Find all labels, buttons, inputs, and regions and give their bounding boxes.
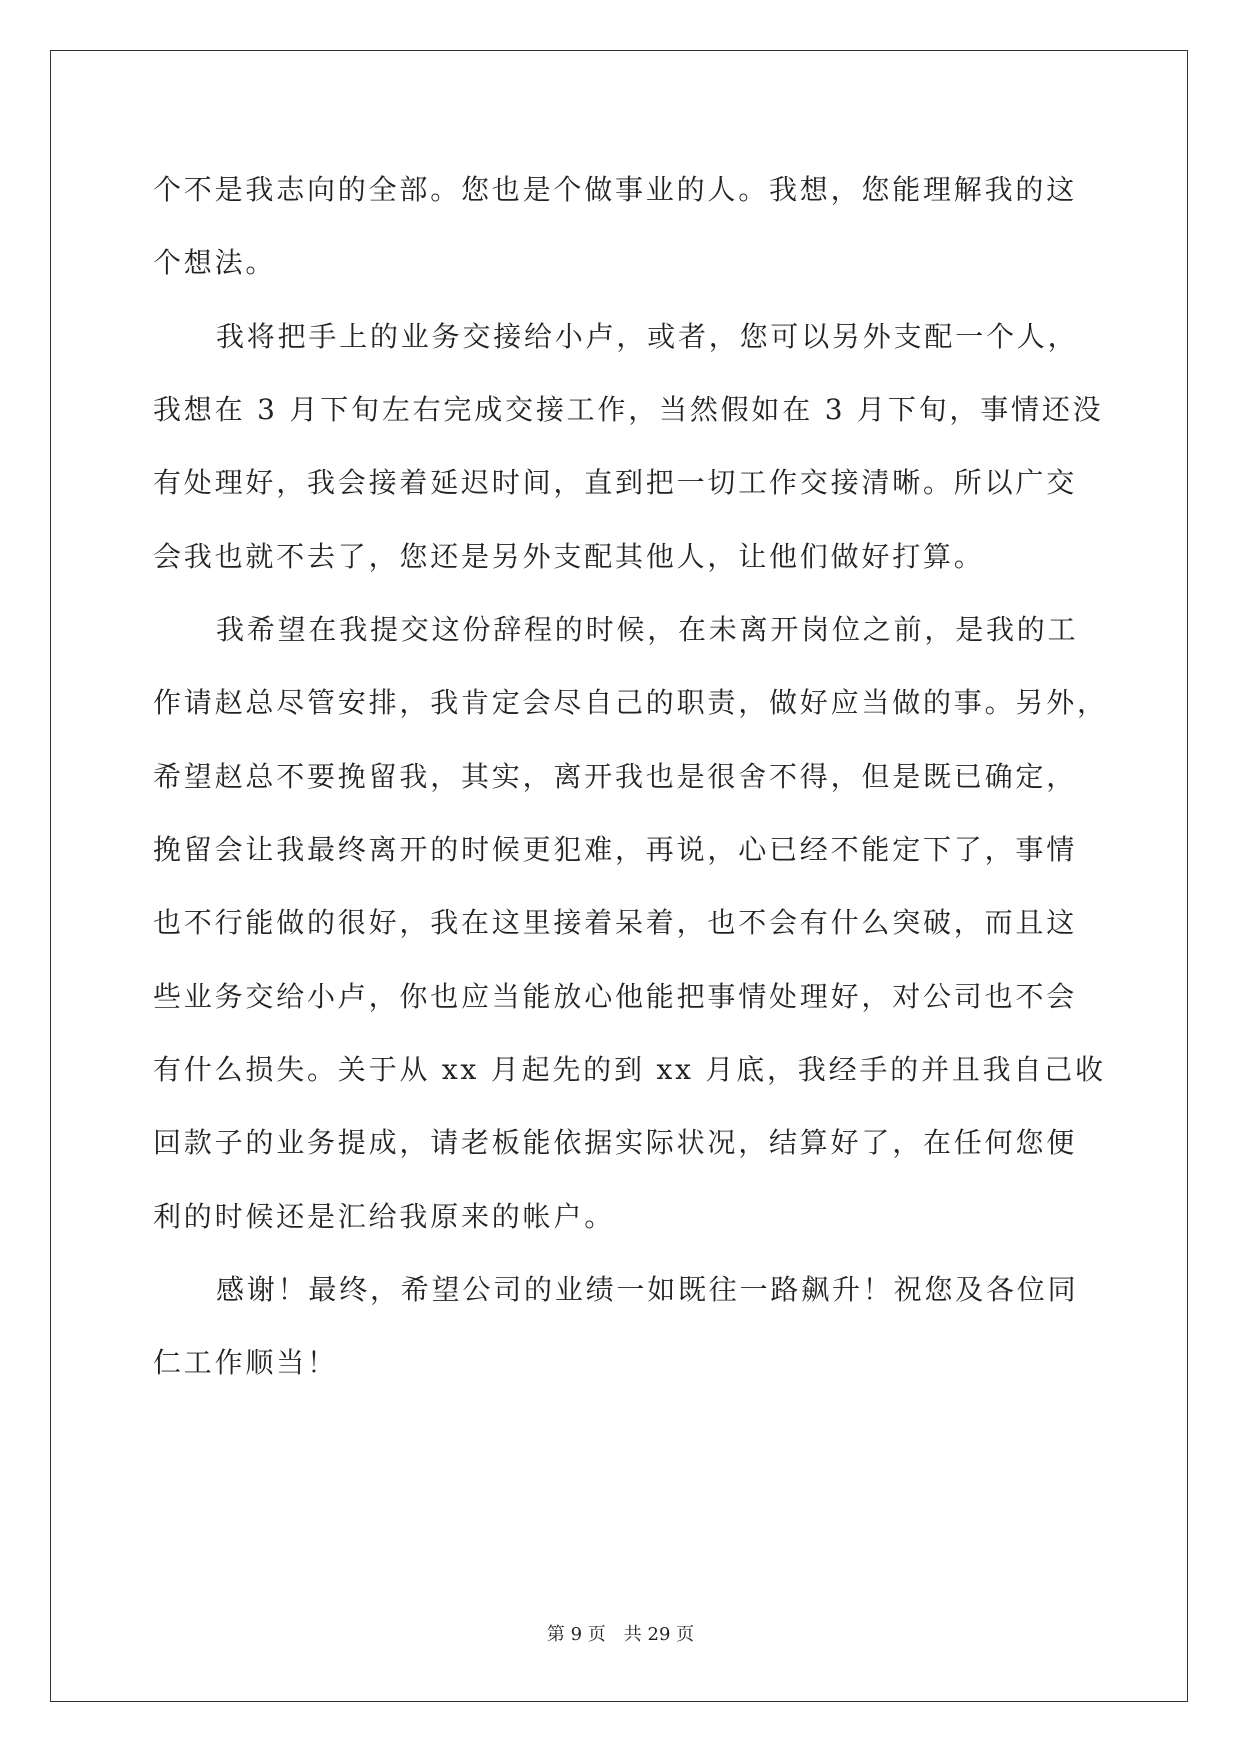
body-text-line: 希望赵总不要挽留我，其实，离开我也是很舍不得，但是既已确定， (153, 760, 1078, 793)
paragraph-first-line: 我希望在我提交这份辞程的时候，在未离开岗位之前，是我的工 (216, 613, 1079, 646)
body-text-line: 有处理好，我会接着延迟时间，直到把一切工作交接清晰。所以广交 (153, 466, 1078, 499)
body-text-line: 有什么损失。关于从 xx 月起先的到 xx 月底，我经手的并且我自己收 (153, 1053, 1106, 1086)
page-number-footer: 第 9 页 共 29 页 (546, 1624, 695, 1645)
body-text-line: 作请赵总尽管安排，我肯定会尽自己的职责，做好应当做的事。另外， (153, 686, 1108, 719)
page-border (50, 50, 1188, 1702)
body-text-line: 些业务交给小卢，你也应当能放心他能把事情处理好，对公司也不会 (153, 980, 1078, 1013)
body-text-line: 个不是我志向的全部。您也是个做事业的人。我想，您能理解我的这 (153, 173, 1078, 206)
body-text-line: 也不行能做的很好，我在这里接着呆着，也不会有什么突破，而且这 (153, 906, 1078, 939)
paragraph-first-line: 我将把手上的业务交接给小卢，或者，您可以另外支配一个人， (216, 320, 1079, 353)
paragraph-first-line: 感谢！最终，希望公司的业绩一如既往一路飙升！祝您及各位同 (216, 1273, 1079, 1306)
body-text-line: 利的时候还是汇给我原来的帐户。 (153, 1200, 616, 1233)
body-text-line: 我想在 3 月下旬左右完成交接工作，当然假如在 3 月下旬，事情还没 (153, 393, 1104, 426)
body-text-line: 个想法。 (153, 246, 277, 279)
body-text-line: 会我也就不去了，您还是另外支配其他人，让他们做好打算。 (153, 540, 985, 573)
body-text-line: 仁工作顺当！ (153, 1346, 338, 1379)
body-text-line: 回款子的业务提成，请老板能依据实际状况，结算好了，在任何您便 (153, 1126, 1078, 1159)
body-text-line: 挽留会让我最终离开的时候更犯难，再说，心已经不能定下了，事情 (153, 833, 1078, 866)
